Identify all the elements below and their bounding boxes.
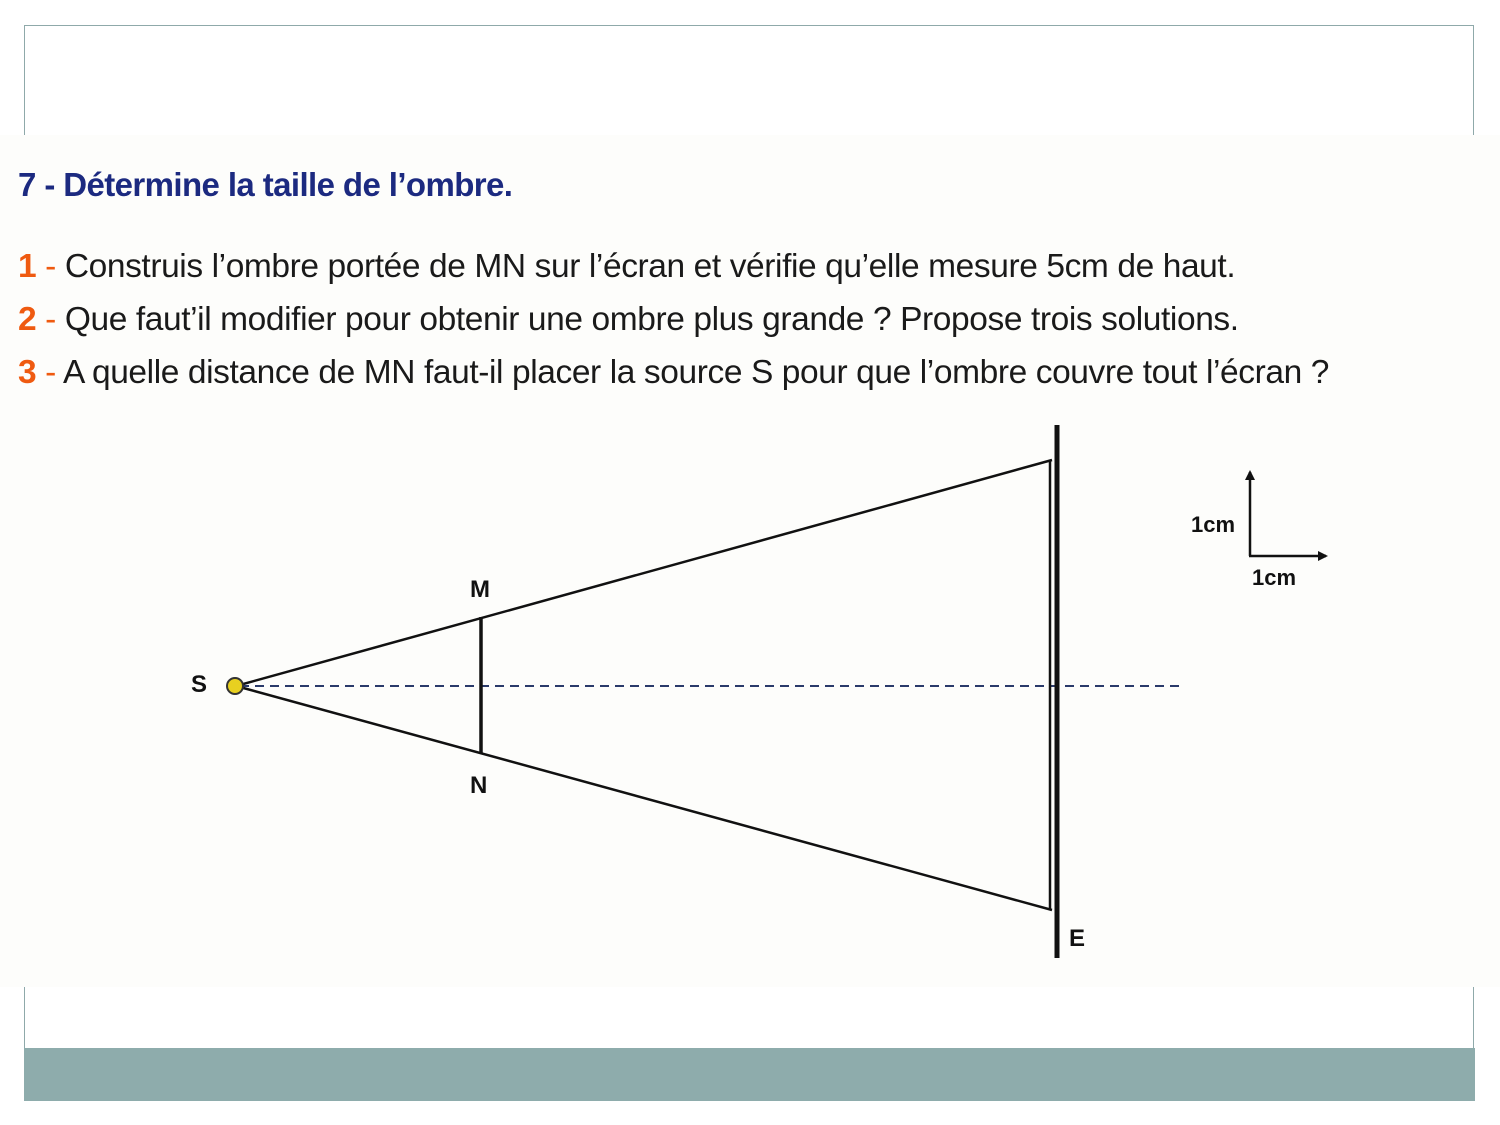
label-s: S — [191, 671, 208, 698]
scale-horizontal-label: 1cm — [1252, 565, 1297, 590]
question-number: 2 — [18, 301, 37, 338]
question-text: Construis l’ombre portée de MN sur l’écran et vérifie qu’elle mesure 5cm de haut. — [64, 248, 1236, 285]
label-e: E — [1069, 925, 1086, 952]
question-text: Que faut’il modifier pour obtenir une ombre plus grande ? Propose trois solutions. — [64, 301, 1239, 338]
question-separator: - — [36, 354, 63, 391]
light-source — [227, 678, 243, 694]
exercise-title: 7 - Détermine la taille de l’ombre. — [18, 166, 513, 203]
scale-vertical-label: 1cm — [1191, 512, 1236, 537]
lower-light-ray — [236, 686, 1052, 910]
question-text: A quelle distance de MN faut-il placer la source S pour que l’ombre couvre tout l’écran ? — [62, 354, 1329, 391]
question-number: 3 — [18, 354, 37, 391]
upper-light-ray — [236, 460, 1052, 686]
question-number: 1 — [18, 248, 37, 285]
question-separator: - — [36, 301, 65, 338]
question-separator: - — [36, 248, 65, 285]
label-m: M — [470, 576, 490, 603]
label-n: N — [470, 772, 488, 799]
